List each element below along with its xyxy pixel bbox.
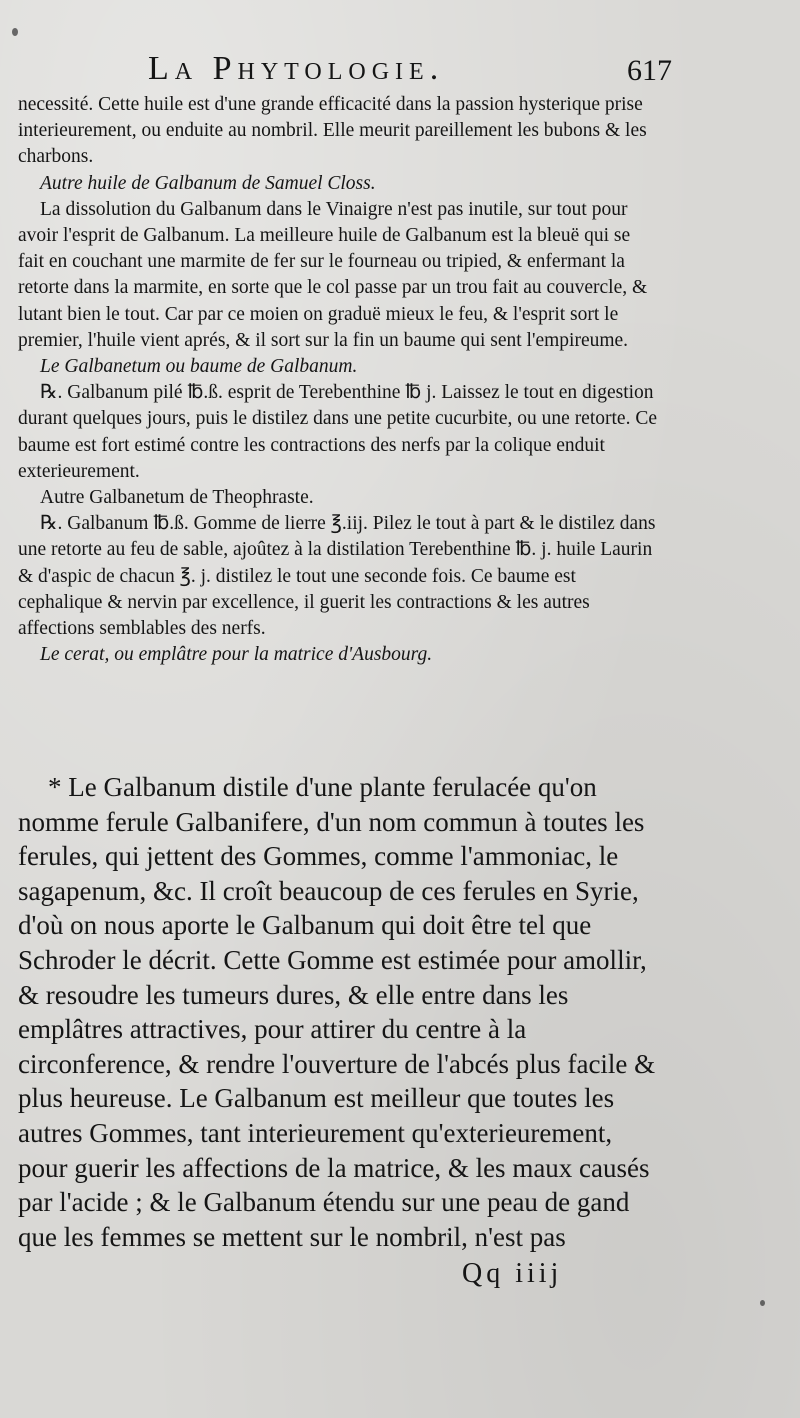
paragraph: ℞. Galbanum ℔.ß. Gomme de lierre ℥.iij. Pilez le tout à part & le distilez dans une retorte au feu de sable, ajoûtez à la distilation Terebenthine ℔. j. huile Laurin & d'aspic de chacun ℥. j. distilez le tout une seconde fois. Ce baume est cephalique & nervin par excellence, il guerit les contractions & les autres affections semblables des nerfs.: [18, 513, 656, 640]
paragraph: La dissolution du Galbanum dans le Vinaigre n'est pas inutile, sur tout pour avoir l'esprit de Galbanum. La meilleure huile de Galbanum est la bleuë qui se fait en couchant une marmite de fer sur le fourneau ou tripied, & enfermant la retorte dans la marmite, en sorte que le col passe par un trou fait au couvercle, & lutant bien le tout. Car par ce moien on graduë mieux le feu, & l'esprit sort le premier, l'huile vient aprés, & il sort sur la fin un baume qui sent l'empireume.: [18, 198, 648, 351]
page-header: [0, 50, 800, 94]
ink-spot: [760, 1300, 765, 1306]
paragraph: ℞. Galbanum pilé ℔.ß. esprit de Terebenthine ℔ j. Laissez le tout en digestion durant quelques jours, puis le distilez dans une petite cucurbite, ou une retorte. Ce baume est fort estimé contre les contractions des nerfs par la colique enduit exterieurement.: [18, 382, 657, 482]
ink-spot: [12, 28, 18, 36]
paragraph: necessité. Cette huile est d'une grande efficacité dans la passion hysterique prise interieurement, ou enduite au nombril. Elle meurit pareillement les bubons & les charbons.: [18, 94, 647, 168]
section-heading: Le Galbanetum ou baume de Galbanum.: [40, 356, 358, 378]
commentary-paragraph: * Le Galbanum distile d'une plante ferulacée qu'on nomme ferule Galbanifere, d'un nom commun à toutes les ferules, qui jettent des Gommes, comme l'ammoniac, le sagapenum, &c. Il croît beaucoup de ces ferules en Syrie, d'où on nous aporte le Galbanum qui doit être tel que Schroder le décrit. Cette Gomme est estimée pour amollir, & resoudre les tumeurs dures, & elle entre dans les emplâtres attractives, pour attirer du centre à la circonference, & rendre l'ouverture de l'abcés plus facile & plus heureuse. Le Galbanum est meilleur que toutes les autres Gommes, tant interieurement qu'exterieurement, pour guerir les affections de la matrice, & les maux causés par l'acide ; & le Galbanum étendu sur une peau de gand que les femmes se mettent sur le nombril, n'est pas: [18, 772, 656, 1252]
signature-mark: Qq iiij: [462, 1258, 563, 1289]
small-print-section: [18, 92, 658, 668]
commentary-section: [18, 770, 660, 1254]
running-title: La Phytologie.: [148, 50, 445, 87]
section-heading: Autre huile de Galbanum de Samuel Closs.: [40, 172, 376, 194]
page-number: 617: [627, 54, 672, 87]
section-heading: Autre Galbanetum de Theophraste.: [40, 487, 314, 509]
section-heading: Le cerat, ou emplâtre pour la matrice d'Ausbourg.: [40, 644, 433, 666]
